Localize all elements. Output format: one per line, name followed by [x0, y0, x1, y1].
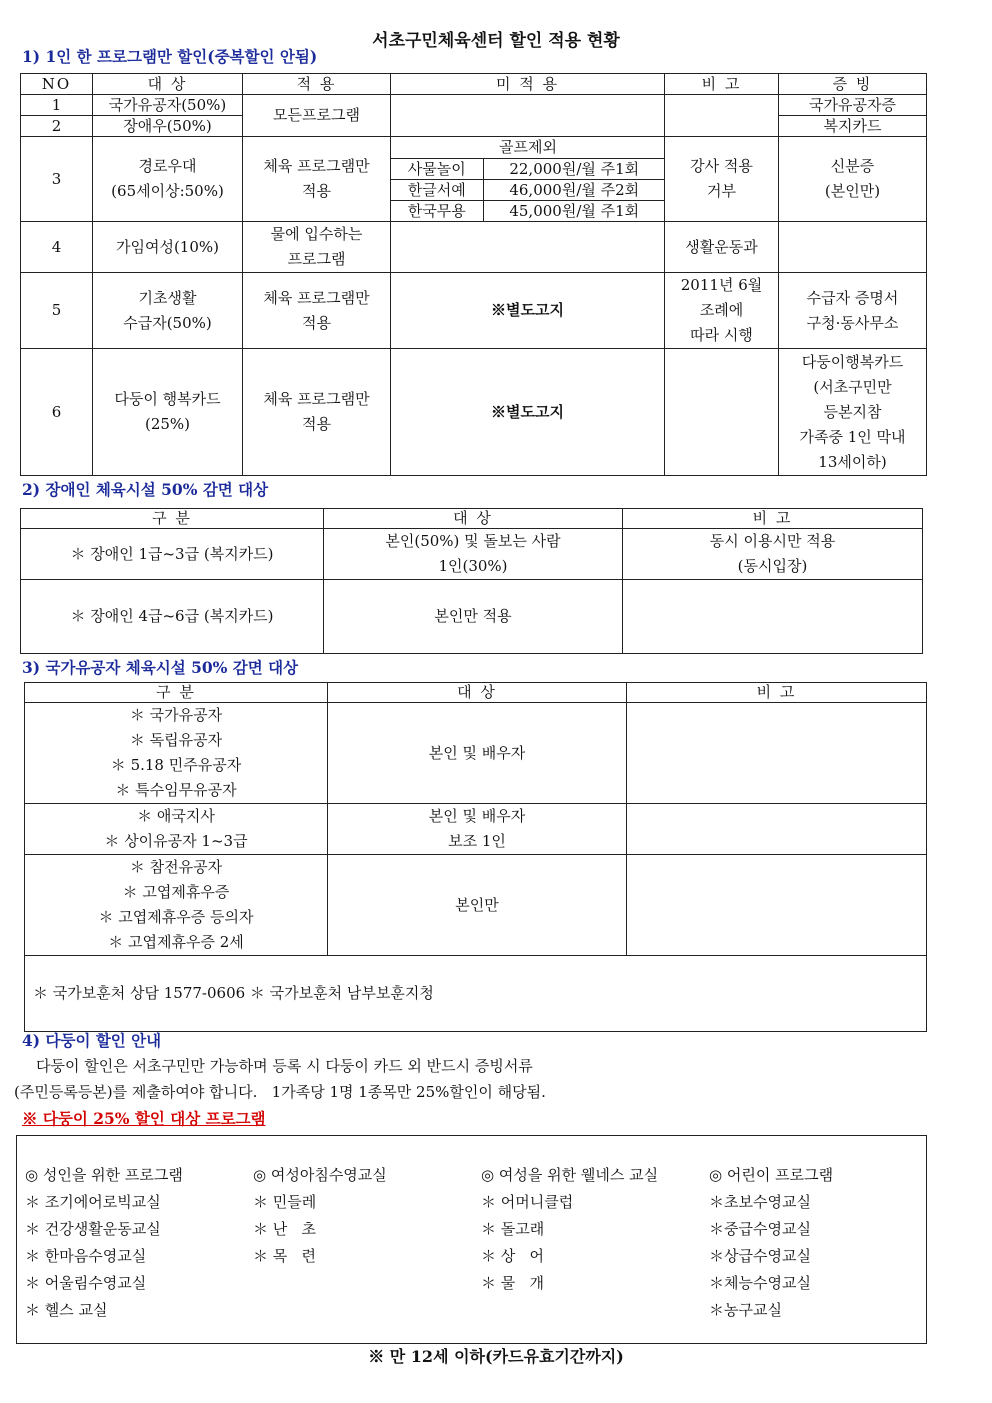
program-column-title: ◎ 어린이 프로그램 — [709, 1166, 834, 1184]
row4-target: 가임여성(10%) — [93, 222, 243, 273]
program-item: ＊ 조기에어로빅교실 — [25, 1193, 161, 1211]
header-category: 구 분 — [21, 509, 324, 529]
row5-proof — [779, 273, 927, 349]
row3-target — [93, 137, 243, 222]
disabled-note-2 — [623, 580, 923, 654]
golf-excluded: 골프제외 — [391, 137, 665, 158]
row5-note-line1: 2011년 6월 — [680, 276, 763, 294]
header-proof: 증 빙 — [779, 74, 927, 95]
category-line: ＊ 5.18 민주유공자 — [110, 756, 242, 774]
disabled-note-1 — [623, 529, 923, 580]
row3-apply — [243, 137, 391, 222]
row12-not-apply — [391, 95, 665, 137]
veteran-note-3 — [627, 855, 927, 956]
row4-no: 4 — [21, 222, 93, 273]
program-item: ＊ 난 초 — [253, 1220, 317, 1238]
row5-note-line3: 따라 시행 — [690, 326, 753, 344]
category-line: ＊ 상이유공자 1~3급 — [104, 832, 248, 850]
program-column-title: ◎ 여성을 위한 웰네스 교실 — [481, 1166, 659, 1184]
disabled-note-line1: 동시 이용시만 적용 — [709, 532, 836, 550]
section-3-heading: 3) 국가유공자 체육시설 50% 감면 대상 — [22, 658, 299, 677]
veteran-target-3: 본인만 — [328, 855, 627, 956]
program-item: ＊ 건강생활운동교실 — [25, 1220, 161, 1238]
header-no: NO — [21, 74, 93, 95]
program-column-adult — [25, 1162, 183, 1324]
program-column-title: ◎ 여성아침수영교실 — [253, 1166, 387, 1184]
row4-proof — [779, 222, 927, 273]
row5-proof-line2: 구청·동사무소 — [806, 313, 899, 332]
veteran-target-1: 본인 및 배우자 — [328, 703, 627, 804]
multichild-notice-line1: 다둥이 할인은 서초구민만 가능하며 등록 시 다둥이 카드 외 반드시 증빙서류 — [36, 1057, 533, 1075]
program-item: ＊상급수영교실 — [709, 1247, 811, 1265]
row5-target-line2: 수급자(50%) — [123, 313, 212, 332]
excluded-programs-table — [391, 137, 665, 221]
excluded-price: 45,000원/월 주1회 — [483, 200, 665, 221]
row2-no: 2 — [21, 116, 93, 137]
multichild-notice-line2: (주민등록등본)를 제출하여야 합니다. 1가족당 1명 1종목만 25%할인이 해당됨. — [14, 1083, 546, 1101]
excluded-name: 한국무용 — [391, 200, 483, 221]
row6-proof-line3: 등본지참 — [823, 402, 882, 421]
veteran-target-2 — [328, 804, 627, 855]
program-list-box — [16, 1135, 927, 1344]
disabled-note-line2: (동시입장) — [737, 557, 808, 575]
row1-proof: 국가유공자증 — [779, 95, 927, 116]
veteran-category-3 — [25, 855, 328, 956]
program-item: ＊ 한마음수영교실 — [25, 1247, 147, 1265]
category-line: ＊ 고엽제휴우증 2세 — [108, 933, 244, 951]
row6-apply — [243, 349, 391, 476]
program-column-children — [709, 1162, 833, 1324]
multichild-programs-heading: ※ 다둥이 25% 할인 대상 프로그램 — [22, 1109, 266, 1128]
header-note: 비 고 — [665, 74, 779, 95]
program-item: ＊농구교실 — [709, 1301, 782, 1319]
row5-note-line2: 조례에 — [699, 301, 744, 319]
row5-proof-line1: 수급자 증명서 — [806, 288, 899, 307]
row6-proof-line4: 가족중 1인 막내 — [799, 427, 906, 446]
row5-apply-line2: 적용 — [302, 313, 331, 332]
row5-target-line1: 기초생활 — [138, 288, 197, 307]
header-note: 비 고 — [623, 509, 923, 529]
program-item: ＊ 물 개 — [481, 1274, 545, 1292]
row5-not-apply: ※별도고지 — [391, 273, 665, 349]
program-item: ＊ 상 어 — [481, 1247, 545, 1265]
header-category: 구 분 — [25, 683, 328, 703]
category-line: ＊ 국가유공자 — [129, 706, 223, 724]
program-item: ＊ 돌고래 — [481, 1220, 545, 1238]
row6-apply-line2: 적용 — [302, 415, 331, 433]
row5-target — [93, 273, 243, 349]
row3-no: 3 — [21, 137, 93, 222]
program-item: ＊체능수영교실 — [709, 1274, 811, 1292]
program-item: ＊ 헬스 교실 — [25, 1301, 108, 1319]
row3-not-apply — [391, 137, 665, 222]
disabled-target-line2: 1인(30%) — [438, 557, 508, 575]
program-item: ＊ 민들레 — [253, 1193, 317, 1211]
category-line: ＊ 고엽제휴우증 등의자 — [98, 908, 254, 926]
row3-note-line1: 강사 적용 — [690, 157, 753, 175]
row12-apply: 모든프로그램 — [243, 95, 391, 137]
section-1-heading: 1) 1인 한 프로그램만 할인(중복할인 안됨) — [22, 47, 318, 66]
veteran-target-line1: 본인 및 배우자 — [428, 807, 526, 825]
row12-note — [665, 95, 779, 137]
row3-proof-line1: 신분증 — [830, 157, 875, 175]
row1-target: 국가유공자(50%) — [93, 95, 243, 116]
section-4-heading: 4) 다둥이 할인 안내 — [22, 1031, 162, 1050]
program-item: ＊ 어울림수영교실 — [25, 1274, 147, 1292]
row5-apply-line1: 체육 프로그램만 — [263, 288, 370, 307]
row2-target: 장애우(50%) — [93, 116, 243, 137]
program-column-women-morning-swim — [253, 1162, 387, 1270]
veteran-category-1 — [25, 703, 328, 804]
veteran-note-1 — [627, 703, 927, 804]
header-target: 대 상 — [324, 509, 623, 529]
row6-apply-line1: 체육 프로그램만 — [263, 390, 370, 408]
program-column-title: ◎ 성인을 위한 프로그램 — [25, 1166, 183, 1184]
row6-target — [93, 349, 243, 476]
header-target: 대 상 — [328, 683, 627, 703]
row3-target-line2: (65세이상:50%) — [111, 182, 224, 200]
category-line: ＊ 특수임무유공자 — [115, 781, 237, 799]
program-item: ＊ 어머니클럽 — [481, 1193, 574, 1211]
disabled-table — [20, 508, 923, 654]
row6-proof-line2: (서초구민만 — [813, 377, 892, 396]
header-target: 대 상 — [93, 74, 243, 95]
disabled-grade-1-3: ＊ 장애인 1급~3급 (복지카드) — [21, 529, 324, 580]
discount-table — [20, 73, 927, 476]
row3-proof-line2: (본인만) — [824, 182, 881, 200]
disabled-target-line1: 본인(50%) 및 돌보는 사람 — [385, 532, 561, 550]
row5-no: 5 — [21, 273, 93, 349]
veteran-note-2 — [627, 804, 927, 855]
section-2-heading: 2) 장애인 체육시설 50% 감면 대상 — [22, 480, 269, 499]
age-limit-footer: ※ 만 12세 이하(카드유효기간까지) — [368, 1347, 624, 1366]
disabled-target-1 — [324, 529, 623, 580]
row5-apply — [243, 273, 391, 349]
row6-not-apply: ※별도고지 — [391, 349, 665, 476]
veteran-target-line2: 보조 1인 — [448, 832, 506, 850]
row3-apply-line2: 적용 — [302, 182, 331, 200]
excluded-price: 46,000원/월 주2회 — [483, 179, 665, 200]
row4-apply-line1: 물에 입수하는 — [270, 225, 363, 243]
page-title: 서초구민체육센터 할인 적용 현황 — [372, 31, 620, 51]
row6-proof-line5: 13세이하) — [818, 452, 887, 471]
disabled-target-2: 본인만 적용 — [324, 580, 623, 654]
category-line: ＊ 애국지사 — [137, 807, 215, 825]
program-item: ＊ 목 련 — [253, 1247, 317, 1265]
program-item: ＊초보수영교실 — [709, 1193, 811, 1211]
row3-target-line1: 경로우대 — [138, 157, 197, 175]
disabled-grade-4-6: ＊ 장애인 4급~6급 (복지카드) — [21, 580, 324, 654]
row5-note — [665, 273, 779, 349]
row1-no: 1 — [21, 95, 93, 116]
program-column-women-wellness — [481, 1162, 658, 1297]
excluded-name: 한글서예 — [391, 179, 483, 200]
row3-note — [665, 137, 779, 222]
row6-proof-line1: 다둥이행복카드 — [801, 352, 904, 371]
header-apply: 적 용 — [243, 74, 391, 95]
category-line: ＊ 고엽제휴우증 — [122, 883, 230, 901]
row6-target-line2: (25%) — [144, 415, 191, 433]
header-note: 비 고 — [627, 683, 927, 703]
row3-apply-line1: 체육 프로그램만 — [263, 157, 370, 175]
row4-apply — [243, 222, 391, 273]
program-item: ＊중급수영교실 — [709, 1220, 811, 1238]
row6-no: 6 — [21, 349, 93, 476]
row3-proof — [779, 137, 927, 222]
row4-not-apply — [391, 222, 665, 273]
category-line: ＊ 독립유공자 — [129, 731, 223, 749]
row6-note — [665, 349, 779, 476]
category-line: ＊ 참전유공자 — [129, 858, 223, 876]
row4-note: 생활운동과 — [665, 222, 779, 273]
row6-proof — [779, 349, 927, 476]
excluded-name: 사물놀이 — [391, 158, 483, 179]
header-not-apply: 미 적 용 — [391, 74, 665, 95]
veterans-contact: ＊ 국가보훈처 상담 1577-0606 ＊ 국가보훈처 남부보훈지청 — [25, 956, 927, 1032]
veterans-table — [24, 682, 927, 1032]
veteran-category-2 — [25, 804, 328, 855]
row3-note-line2: 거부 — [707, 182, 736, 200]
row2-proof: 복지카드 — [779, 116, 927, 137]
row4-apply-line2: 프로그램 — [287, 250, 346, 268]
row6-target-line1: 다둥이 행복카드 — [114, 390, 221, 408]
excluded-price: 22,000원/월 주1회 — [483, 158, 665, 179]
